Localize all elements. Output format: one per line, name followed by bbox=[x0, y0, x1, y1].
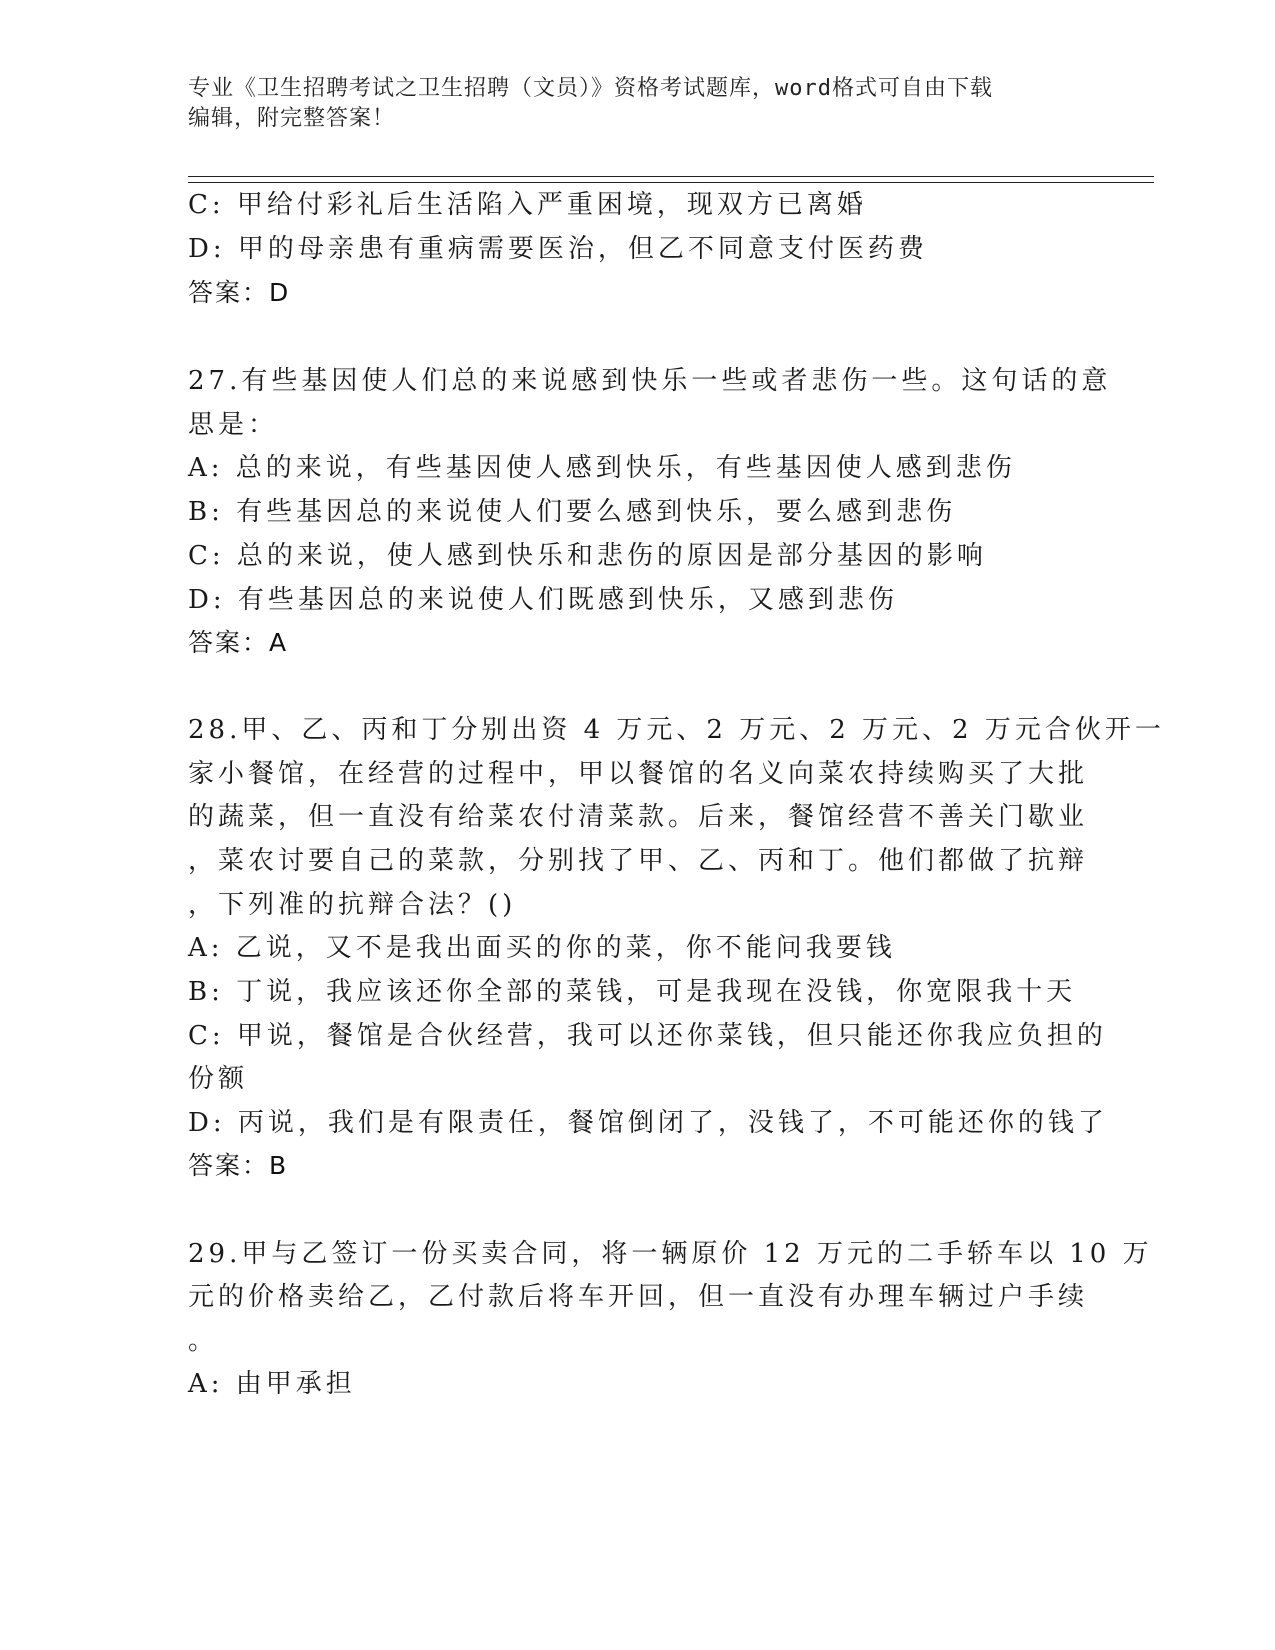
q28-option-a: A: 乙说，又不是我出面买的你的菜，你不能问我要钱 bbox=[188, 933, 896, 963]
header-rule-bottom bbox=[188, 182, 1154, 183]
q28-option-c-line-1: C: 甲说，餐馆是合伙经营，我可以还你菜钱，但只能还你我应负担的 bbox=[188, 1021, 1107, 1051]
q28-stem-line-2: 家小餐馆，在经营的过程中，甲以餐馆的名义向菜农持续购买了大批 bbox=[188, 759, 1089, 789]
header-line-2: 编辑，附完整答案！ bbox=[188, 106, 396, 131]
q27-option-b: B: 有些基因总的来说使人们要么感到快乐，要么感到悲伤 bbox=[188, 497, 957, 527]
q28-option-c-line-2: 份额 bbox=[188, 1064, 249, 1094]
q28-option-b: B: 丁说，我应该还你全部的菜钱，可是我现在没钱，你宽限我十天 bbox=[188, 977, 1077, 1007]
q27-answer: 答案：A bbox=[188, 628, 289, 657]
q27-stem-line-1: 27.有些基因使人们总的来说感到快乐一些或者悲伤一些。这句话的意 bbox=[188, 366, 1112, 396]
q27-option-c: C: 总的来说，使人感到快乐和悲伤的原因是部分基因的影响 bbox=[188, 541, 987, 571]
q28-answer: 答案：B bbox=[188, 1151, 289, 1180]
header-line-1: 专业《卫生招聘考试之卫生招聘（文员）》资格考试题库，word格式可自由下载 bbox=[188, 76, 993, 101]
q26-option-c: C: 甲给付彩礼后生活陷入严重困境，现双方已离婚 bbox=[188, 190, 867, 220]
q26-option-d: D: 甲的母亲患有重病需要医治，但乙不同意支付医药费 bbox=[188, 234, 928, 264]
q28-stem-line-1: 28.甲、乙、丙和丁分别出资 4 万元、2 万元、2 万元、2 万元合伙开一 bbox=[188, 715, 1165, 745]
document-header bbox=[188, 74, 1088, 134]
q27-option-a: A: 总的来说，有些基因使人感到快乐，有些基因使人感到悲伤 bbox=[188, 453, 1016, 483]
q28-stem-line-3: 的蔬菜，但一直没有给菜农付清菜款。后来，餐馆经营不善关门歇业 bbox=[188, 802, 1089, 832]
header-rule-top bbox=[188, 176, 1154, 177]
q29-option-a: A: 由甲承担 bbox=[188, 1369, 356, 1399]
q27-stem-line-2: 思是： bbox=[188, 410, 279, 440]
q28-option-d: D: 丙说，我们是有限责任，餐馆倒闭了，没钱了，不可能还你的钱了 bbox=[188, 1108, 1108, 1138]
q28-stem-line-5: ，下列准的抗辩合法？() bbox=[188, 890, 517, 920]
q29-stem-line-1: 29.甲与乙签订一份买卖合同，将一辆原价 12 万元的二手轿车以 10 万 bbox=[188, 1239, 1153, 1269]
q29-stem-line-3: 。 bbox=[188, 1326, 219, 1356]
q26-answer: 答案：D bbox=[188, 278, 291, 307]
q27-option-d: D: 有些基因总的来说使人们既感到快乐，又感到悲伤 bbox=[188, 585, 898, 615]
q29-stem-line-2: 元的价格卖给乙，乙付款后将车开回，但一直没有办理车辆过户手续 bbox=[188, 1282, 1089, 1312]
q28-stem-line-4: ，菜农讨要自己的菜款，分别找了甲、乙、丙和丁。他们都做了抗辩 bbox=[188, 846, 1089, 876]
